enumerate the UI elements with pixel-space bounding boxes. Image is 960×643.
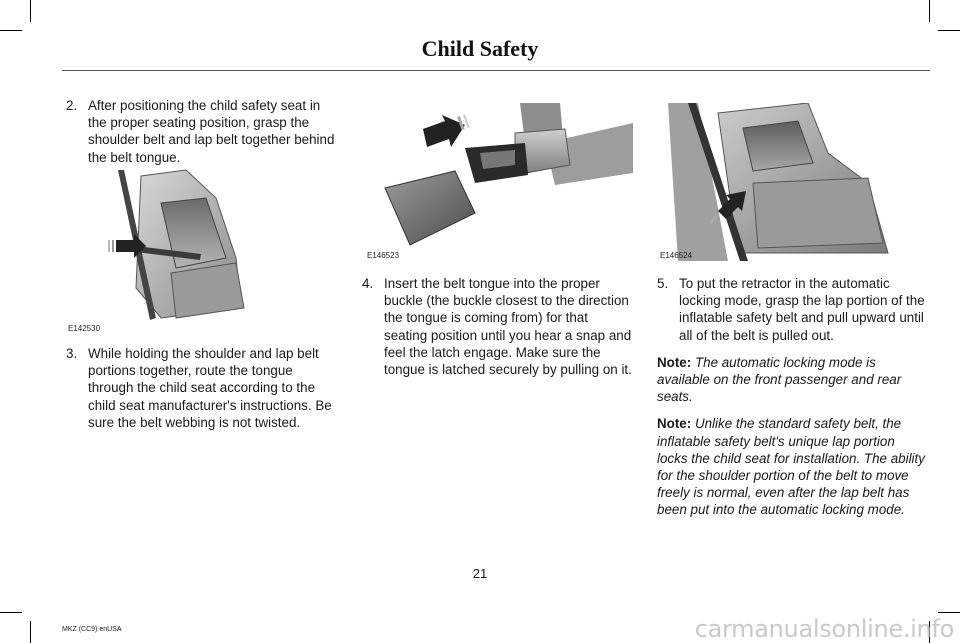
step-text: While holding the shoulder and lap belt portions together, route the tongue through the child seat according to the child seat manufacturer's instructions. Be sure the belt webbing is not twisted. xyxy=(88,346,332,430)
step-5 xyxy=(657,275,929,344)
column-2 xyxy=(362,275,632,378)
page-title: Child Safety xyxy=(421,36,539,61)
page-number: 21 xyxy=(472,566,488,581)
column-1 xyxy=(66,97,338,166)
note-label: Note: xyxy=(657,416,695,432)
column-3 xyxy=(657,275,929,519)
note-text: Unlike the standard safety belt, the inflatable safety belt's unique lap portion locks the child seat for installation. The ability for the shoulder portion of the belt to move freely is normal, even after the lap belt has been put into the automatic locking mode. xyxy=(657,416,925,518)
crop-mark xyxy=(938,30,960,31)
step-4 xyxy=(362,275,632,378)
step-text: To put the retractor in the automatic locking mode, grasp the lap portion of the inflatable safety belt and pull upward until all of the belt is pulled out. xyxy=(679,276,925,343)
figure-code: E142530 xyxy=(68,324,101,333)
note-1 xyxy=(657,354,929,406)
header-rule xyxy=(62,70,930,71)
figure-code: E146524 xyxy=(660,251,693,260)
watermark: carmanualsonline.info xyxy=(694,615,954,643)
step-3 xyxy=(66,345,338,431)
figure-child-seat-belt xyxy=(66,168,264,334)
step-number: 3. xyxy=(66,346,78,361)
buckle-illustration xyxy=(365,103,633,261)
retractor-illustration xyxy=(658,103,928,261)
step-text: Insert the belt tongue into the proper buckle (the buckle closest to the direction the tongue is coming from) for that seating position until you hear a snap and feel the latch engage. Make sure the tongue is latched securely by pulling on it. xyxy=(384,276,632,378)
note-2 xyxy=(657,415,929,518)
note-label: Note: xyxy=(657,354,695,370)
step-number: 5. xyxy=(657,276,669,291)
figure-code: E146523 xyxy=(367,251,400,260)
note-text: The automatic locking mode is available on the front passenger and rear seats. xyxy=(657,354,902,405)
step-number: 4. xyxy=(362,276,374,291)
step-text: After positioning the child safety seat in the proper seating position, grasp the shoulder belt and lap belt together behind the belt tongue. xyxy=(88,98,335,165)
child-seat-illustration xyxy=(66,168,264,334)
doc-code: MKZ (CC9) enUSA xyxy=(62,626,122,633)
figure-retractor xyxy=(658,103,928,261)
crop-mark xyxy=(0,30,22,31)
crop-mark xyxy=(0,612,22,613)
crop-mark xyxy=(30,0,31,22)
figure-buckle xyxy=(365,103,633,261)
column-1-lower xyxy=(66,345,338,431)
crop-mark xyxy=(929,0,930,22)
step-2 xyxy=(66,97,338,166)
step-number: 2. xyxy=(66,98,78,113)
crop-mark xyxy=(30,621,31,643)
crop-mark xyxy=(938,612,960,613)
